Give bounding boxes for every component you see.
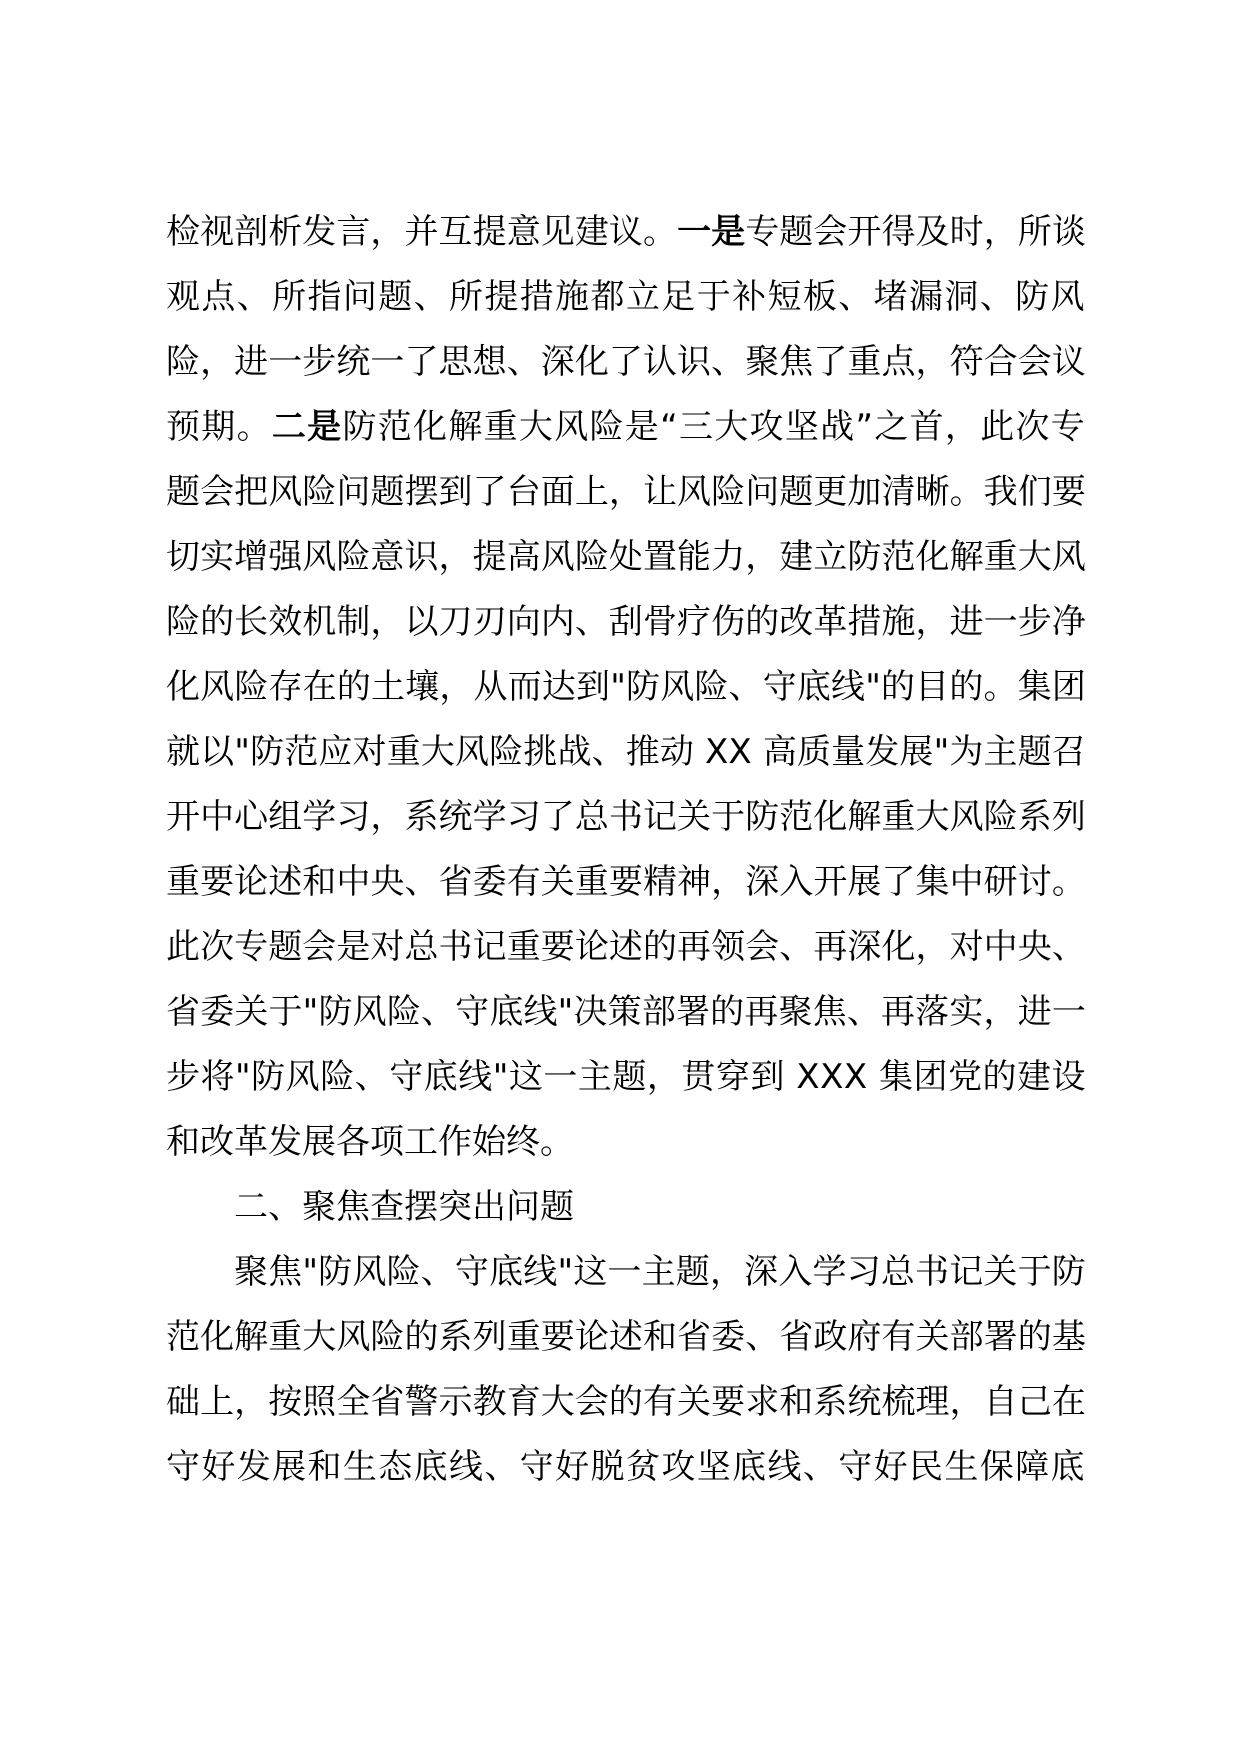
text-segment: 观点、所指问题、所提措施都立足于补短板、堵漏洞、防风 (166, 277, 1086, 317)
section-heading (166, 1175, 1086, 1240)
text-line-14 (166, 1045, 1086, 1110)
text-segment: 就以"防范应对重大风险挑战、推动 XX 高质量发展"为主题召 (166, 732, 1086, 772)
text-line-9 (166, 720, 1086, 785)
text-segment: 础上，按照全省警示教育大会的有关要求和系统梳理，自己在 (166, 1382, 1086, 1422)
text-line-19 (166, 1370, 1086, 1435)
text-segment: 和改革发展各项工作始终。 (166, 1122, 574, 1162)
text-line-5 (166, 460, 1086, 525)
text-line-1 (166, 200, 1086, 265)
bold-marker-second: 二是 (271, 407, 343, 447)
text-segment: 开中心组学习，系统学习了总书记关于防范化解重大风险系列 (166, 797, 1086, 837)
text-segment: 省委关于"防风险、守底线"决策部署的再聚焦、再落实，进一 (166, 992, 1086, 1032)
text-line-3 (166, 330, 1086, 395)
text-segment: 专题会开得及时，所谈 (745, 212, 1086, 252)
text-line-10 (166, 785, 1086, 850)
text-segment: 预期。 (166, 407, 272, 447)
text-line-15 (166, 1110, 1086, 1175)
text-segment: 险，进一步统一了思想、深化了认识、聚焦了重点，符合会议 (166, 342, 1086, 382)
text-segment: 范化解重大风险的系列重要论述和省委、省政府有关部署的基 (166, 1317, 1086, 1357)
section-heading-text: 二、聚焦查摆突出问题 (234, 1187, 574, 1227)
text-line-2 (166, 265, 1086, 330)
text-segment: 此次专题会是对总书记重要论述的再领会、再深化，对中央、 (166, 927, 1086, 967)
bold-marker-first: 一是 (677, 212, 746, 252)
text-line-8 (166, 655, 1086, 720)
text-segment: 守好发展和生态底线、守好脱贫攻坚底线、守好民生保障底 (166, 1447, 1086, 1487)
text-segment: 险的长效机制，以刀刃向内、刮骨疗伤的改革措施，进一步净 (166, 602, 1086, 642)
text-line-11 (166, 850, 1086, 915)
text-segment: 重要论述和中央、省委有关重要精神，深入开展了集中研讨。 (166, 862, 1086, 902)
text-line-12 (166, 915, 1086, 980)
text-line-7 (166, 590, 1086, 655)
text-segment: 化风险存在的土壤，从而达到"防风险、守底线"的目的。集团 (166, 667, 1086, 707)
text-segment: 聚焦"防风险、守底线"这一主题，深入学习总书记关于防 (234, 1252, 1086, 1292)
text-line-20 (166, 1435, 1086, 1500)
text-line-4 (166, 395, 1086, 460)
text-segment: 防范化解重大风险是“三大攻坚战”之首，此次专 (342, 407, 1086, 447)
text-line-17 (166, 1240, 1086, 1305)
text-segment: 切实增强风险意识，提高风险处置能力，建立防范化解重大风 (166, 537, 1086, 577)
text-segment: 题会把风险问题摆到了台面上，让风险问题更加清晰。我们要 (166, 472, 1086, 512)
text-line-18 (166, 1305, 1086, 1370)
document-body (166, 200, 1086, 1500)
text-segment: 步将"防风险、守底线"这一主题，贯穿到 XXX 集团党的建设 (166, 1057, 1086, 1097)
text-line-6 (166, 525, 1086, 590)
text-line-13 (166, 980, 1086, 1045)
text-segment: 检视剖析发言，并互提意见建议。 (166, 212, 678, 252)
